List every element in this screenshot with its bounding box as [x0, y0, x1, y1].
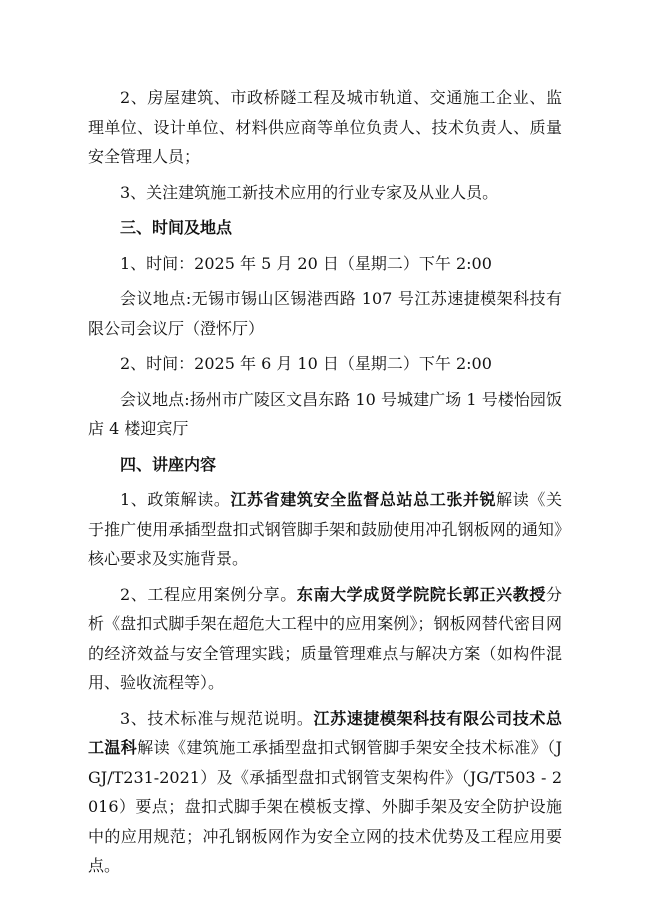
lecture-item-2-body: 分析《盘扣式脚手架在超危大工程中的应用案例》；钢板网替代密目网的经济效益与安全管理实践；质量管理难点与解决方案（如构件混用、验收流程等）。 — [88, 584, 562, 692]
lecture-item-2-lead: 2、工程应用案例分享。 — [120, 584, 297, 604]
lecture-item-3-body: 解读《建筑施工承插型盘扣式钢管脚手架安全技术标准》（JGJ/T231-2021）及《承插型盘扣式钢管支架构件》（JG/T503 - 2016）要点；盘扣式脚手架在模板支撑、外脚手架及安全防护设施中的应用规范；冲孔钢板网作为安全立网的技术优势及工程应用要点。 — [88, 738, 562, 875]
session-1-time: 1、时间：2025 年 5 月 20 日（星期二）下午 2:00 — [120, 253, 492, 273]
lecture-item-3-lead: 3、技术标准与规范说明。 — [120, 708, 314, 728]
attendee-item-2: 2、房屋建筑、市政桥隧工程及城市轨道、交通施工企业、监理单位、设计单位、材料供应商等单位负责人、技术负责人、质量安全管理人员； — [88, 88, 562, 166]
session-1-venue: 会议地点:无锡市锡山区锡港西路 107 号江苏速捷模架科技有限公司会议厅（澄怀厅） — [88, 289, 562, 338]
lecture-item-1-lead: 1、政策解读。 — [120, 490, 231, 509]
lecture-item-1-speaker: 江苏省建筑安全监督总站总工张并锐 — [230, 490, 497, 509]
section-heading-time-location: 三、时间及地点 — [120, 218, 233, 237]
lecture-item-2 — [88, 580, 562, 698]
lecture-item-3-speaker: 江苏速捷模架科技有限公司技术总工温科 — [88, 708, 562, 757]
section-heading-lecture-content: 四、讲座内容 — [120, 454, 217, 474]
session-2-venue: 会议地点:扬州市广陵区文昌东路 10 号城建广场 1 号楼怡园饭店 4 楼迎宾厅 — [88, 389, 562, 438]
lecture-item-1-body: 解读《关于推广使用承插型盘扣式钢管脚手架和鼓励使用冲孔钢板网的通知》核心要求及实施背景。 — [88, 490, 562, 568]
session-2-time: 2、时间：2025 年 6 月 10 日（星期二）下午 2:00 — [120, 354, 492, 373]
lecture-item-2-speaker: 东南大学成贤学院院长郭正兴教授 — [296, 584, 546, 604]
attendee-item-3: 3、关注建筑施工新技术应用的行业专家及从业人员。 — [120, 182, 499, 202]
lecture-item-1 — [88, 485, 562, 574]
lecture-item-3 — [88, 704, 562, 881]
